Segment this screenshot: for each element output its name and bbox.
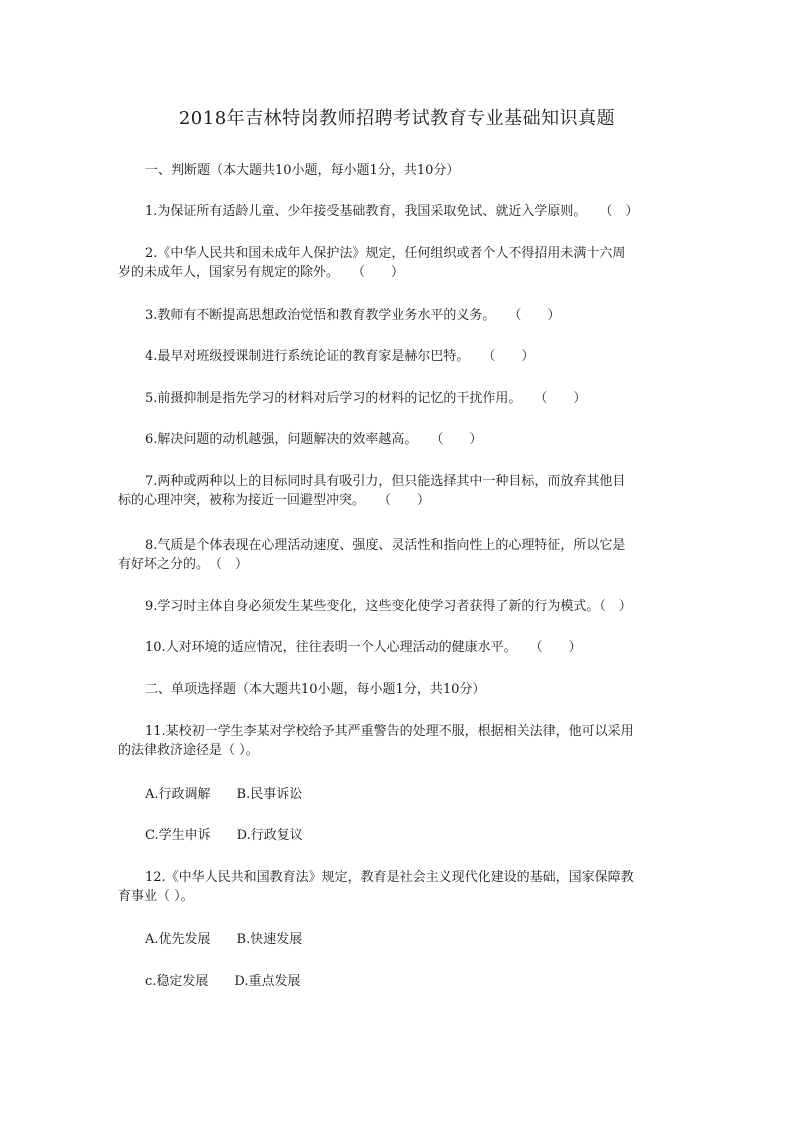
question-1: 1.为保证所有适龄儿童、少年接受基础教育，我国采取免试、就近入学原则。 （ ） [145,204,639,219]
question-7-line-2: 标的心理冲突，被称为接近一回避型冲突。 （ ） [118,493,431,508]
question-8-line-2: 有好坏之分的。 （ ） [118,557,249,572]
question-2-line-2: 岁的未成年人，国家另有规定的除外。 （ ） [118,265,405,280]
question-6: 6.解决问题的动机越强，问题解决的效率越高。 （ ） [145,432,483,447]
question-9: 9.学习时主体自身必须发生某些变化，这些变化使学习者获得了新的行为模式。（ ） [145,599,632,614]
question-4: 4.最早对班级授课制进行系统论证的教育家是赫尔巴特。 （ ） [145,349,535,364]
question-12-line-1: 12.《中华人民共和国教育法》规定，教育是社会主义现代化建设的基础，国家保障教 [145,870,634,885]
section1-heading: 一、判断题（本大题共10小题，每小题1分，共10分） [145,163,460,178]
question-11-line-1: 11.某校初一学生李某对学校给予其严重警告的处理不服，根据相关法律，他可以采用 [145,724,634,739]
question-7-line-1: 7.两种或两种以上的目标同时具有吸引力，但只能选择其中一种目标，而放弃其他目 [145,474,626,489]
question-5: 5.前摄抑制是指先学习的材料对后学习的材料的记忆的干扰作用。 （ ） [145,391,587,406]
question-12-options-row-1: A.优先发展 B.快速发展 [145,932,303,947]
question-8-line-1: 8.气质是个体表现在心理活动速度、强度、灵活性和指向性上的心理特征，所以它是 [145,538,626,553]
question-11-options-row-2: C.学生申诉 D.行政复议 [145,828,303,843]
section2-heading: 二、单项选择题（本大题共10小题，每小题1分，共10分） [145,682,486,697]
question-10: 10.人对环境的适应情况，往往表明一个人心理活动的健康水平。 （ ） [145,640,582,655]
question-2-line-1: 2.《中华人民共和国未成年人保护法》规定，任何组织或者个人不得招用未满十六周 [145,246,626,261]
question-12-line-2: 育事业（ ）。 [118,889,194,904]
document-title: 2018年吉林特岗教师招聘考试教育专业基础知识真题 [178,108,616,129]
question-3: 3.教师有不断提高思想政治觉悟和教育教学业务水平的义务。 （ ） [145,308,561,323]
question-11-line-2: 的法律救济途径是（ ）。 [118,743,259,758]
question-11-options-row-1: A.行政调解 B.民事诉讼 [145,787,303,802]
question-12-options-row-2: c.稳定发展 D.重点发展 [145,974,301,989]
